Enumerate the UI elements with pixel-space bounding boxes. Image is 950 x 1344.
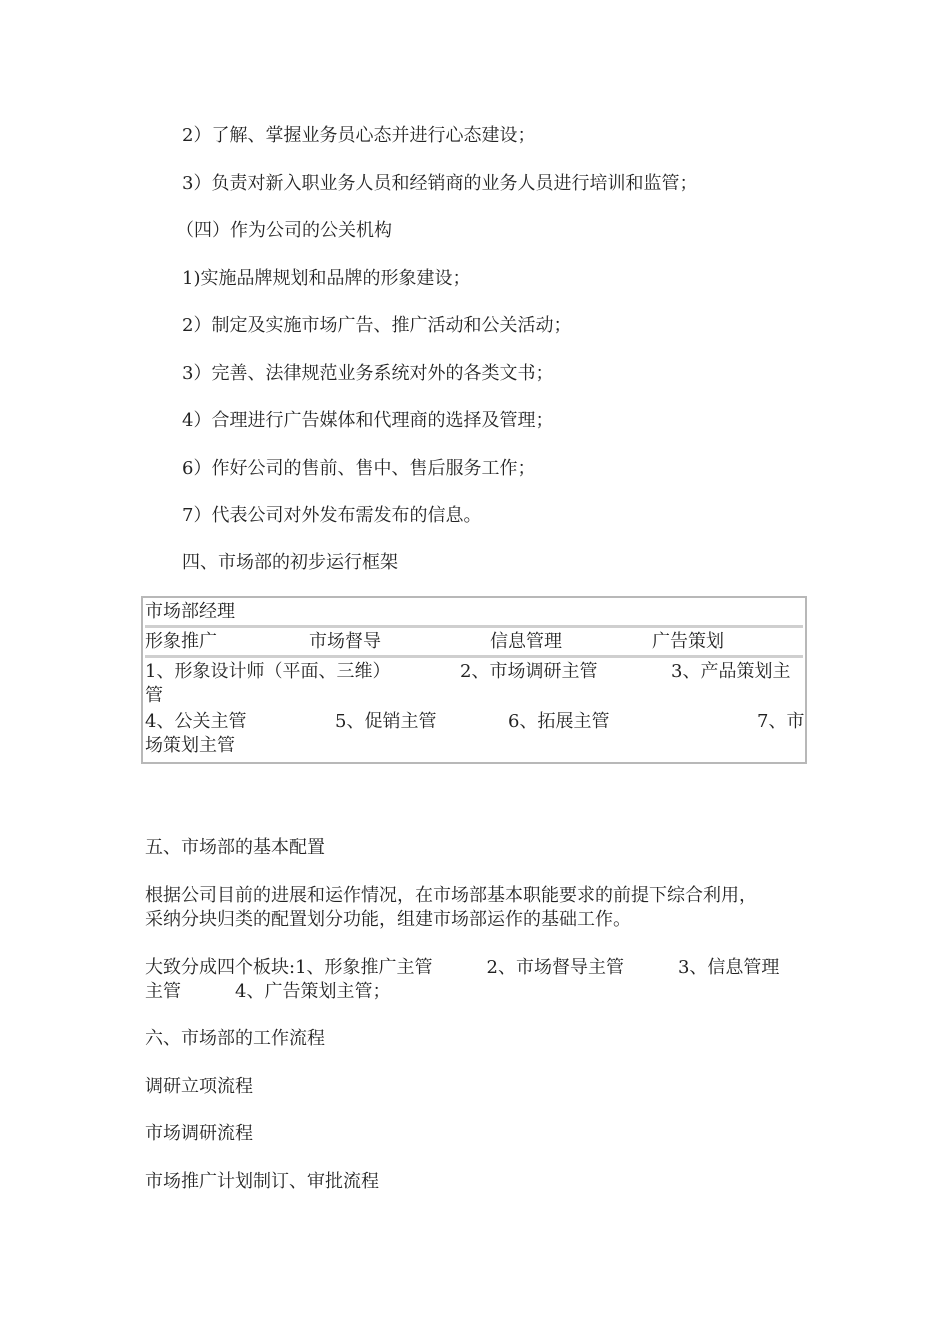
org-framework-table [141, 596, 807, 764]
paragraph: 3）完善、法律规范业务系统对外的各类文书； [182, 363, 554, 384]
paragraph: 1)实施品牌规划和品牌的形象建设； [182, 268, 471, 289]
table-row [145, 600, 803, 624]
table-cell-manager: 市场部经理 [145, 601, 235, 622]
table-cell: 5、促销主管 [335, 711, 437, 732]
section-heading: 五、市场部的基本配置 [145, 837, 325, 858]
subsection-heading: （四）作为公司的公关机构 [176, 220, 392, 241]
section-heading: 四、市场部的初步运行框架 [182, 552, 398, 573]
paragraph: 7）代表公司对外发布需发布的信息。 [182, 505, 482, 526]
table-cell: 7、市 [757, 711, 805, 732]
list-item: 调研立项流程 [145, 1076, 253, 1097]
table-row [145, 710, 803, 758]
table-cell: 管 [145, 685, 163, 706]
table-row [145, 630, 803, 654]
table-divider [145, 654, 803, 659]
section-heading: 六、市场部的工作流程 [145, 1028, 325, 1049]
paragraph: 4）合理进行广告媒体和代理商的选择及管理； [182, 410, 554, 431]
list-item: 市场推广计划制订、审批流程 [145, 1171, 379, 1192]
table-cell-dept: 信息管理 [490, 631, 562, 652]
paragraph-line: 采纳分块归类的配置划分功能，组建市场部运作的基础工作。 [145, 909, 631, 930]
table-cell-dept: 形象推广 [145, 631, 217, 652]
paragraph-line: 根据公司目前的进展和运作情况，在市场部基本职能要求的前提下综合利用， [145, 885, 757, 906]
list-item: 市场调研流程 [145, 1123, 253, 1144]
table-cell-dept: 广告策划 [652, 631, 724, 652]
table-cell: 场策划主管 [145, 735, 235, 756]
paragraph: 6）作好公司的售前、售中、售后服务工作； [182, 458, 536, 479]
paragraph: 2）了解、掌握业务员心态并进行心态建设； [182, 125, 536, 146]
paragraph-line: 主管 4、广告策划主管； [145, 981, 391, 1002]
table-divider [145, 624, 803, 629]
table-cell: 1、形象设计师（平面、三维） [145, 661, 391, 682]
table-cell: 4、公关主管 [145, 711, 247, 732]
table-cell: 2、市场调研主管 [460, 661, 598, 682]
table-cell: 6、拓展主管 [508, 711, 610, 732]
table-cell-dept: 市场督导 [309, 631, 381, 652]
table-row [145, 660, 803, 708]
paragraph: 3）负责对新入职业务人员和经销商的业务人员进行培训和监管； [182, 173, 698, 194]
paragraph: 2）制定及实施市场广告、推广活动和公关活动； [182, 315, 572, 336]
paragraph-line: 大致分成四个板块:1、形象推广主管 2、市场督导主管 3、信息管理 [145, 957, 780, 978]
table-cell: 3、产品策划主 [671, 661, 791, 682]
